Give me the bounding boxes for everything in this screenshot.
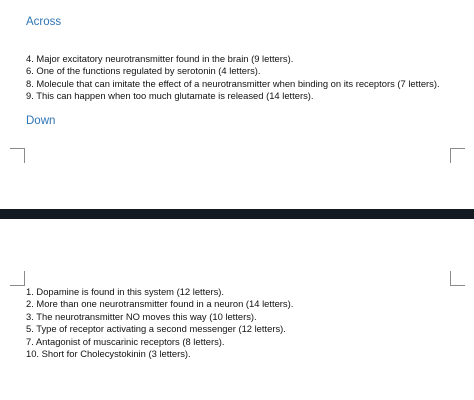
across-clue: 9. This can happen when too much glutamate is released (14 letters).: [26, 90, 314, 102]
crop-mark-top-left: [10, 148, 25, 163]
crop-mark-bottom-left: [10, 271, 25, 286]
down-clue: 7. Antagonist of muscarinic receptors (8 letters).: [26, 335, 225, 347]
down-clue: 3. The neurotransmitter NO moves this way (10 letters).: [26, 310, 257, 322]
across-clue: 6. One of the functions regulated by serotonin (4 letters).: [26, 65, 261, 77]
crop-mark-top-right: [450, 148, 465, 163]
down-clue: 5. Type of receptor activating a second messenger (12 letters).: [26, 323, 286, 335]
across-clue: 8. Molecule that can imitate the effect of a neurotransmitter when binding on its receptors (7 letters).: [26, 77, 440, 89]
down-heading: Down: [26, 115, 56, 127]
page-break-gap: [0, 209, 474, 219]
down-clue: 2. More than one neurotransmitter found in a neuron (14 letters).: [26, 298, 294, 310]
crop-mark-bottom-right: [450, 271, 465, 286]
down-clue: 10. Short for Cholecystokinin (3 letters).: [26, 348, 191, 360]
across-clue-list: [26, 53, 440, 103]
down-clue-list: [26, 286, 293, 360]
down-clue: 1. Dopamine is found in this system (12 letters).: [26, 286, 225, 297]
across-heading: Across: [26, 16, 62, 28]
across-clue: 4. Major excitatory neurotransmitter found in the brain (9 letters).: [26, 53, 294, 64]
